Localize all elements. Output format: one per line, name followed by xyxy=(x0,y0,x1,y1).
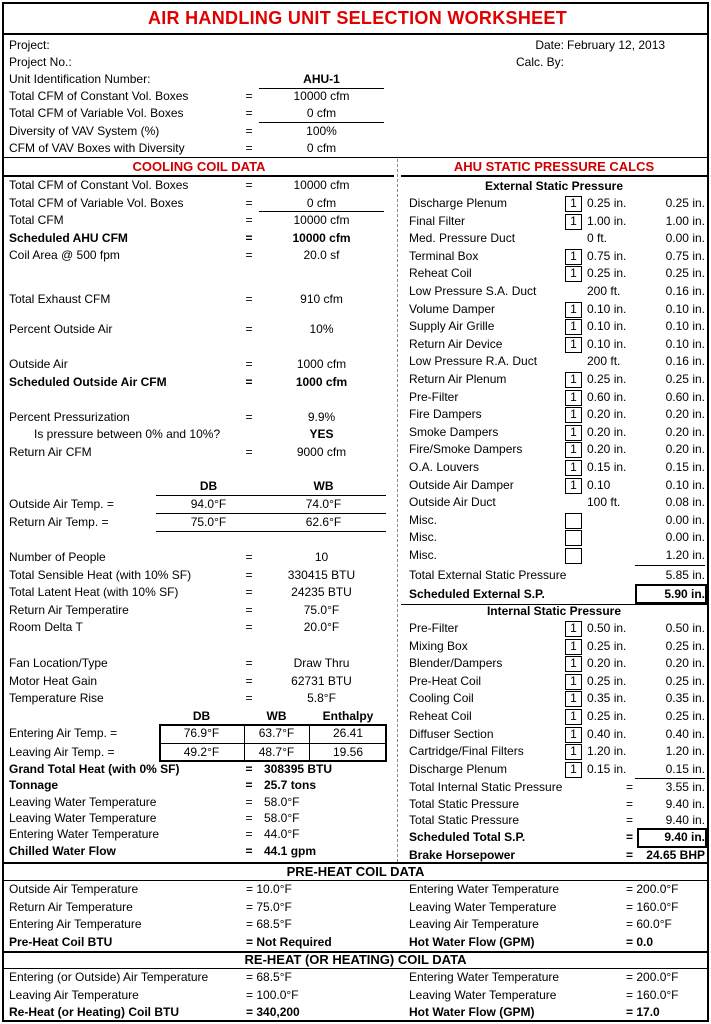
ext-scheduled-value[interactable]: 5.90 in. xyxy=(664,587,705,601)
reheat-right-value[interactable]: = 200.0°F xyxy=(626,970,679,984)
oa-temp-wb[interactable]: 74.0°F xyxy=(305,497,342,511)
preheat-left-label: Pre-Heat Coil BTU xyxy=(9,934,113,949)
reheat-left-value[interactable]: = 340,200 xyxy=(246,1005,300,1020)
sp-row-qty[interactable] xyxy=(565,512,582,529)
reheat-right-label: Hot Water Flow (GPM) xyxy=(409,1005,535,1020)
header-row-equals: = xyxy=(245,123,253,138)
sp-row-total: 0.25 in. xyxy=(665,673,705,688)
reheat-heading: RE-HEAT (OR HEATING) COIL DATA xyxy=(244,952,467,967)
sp-row-qty[interactable]: 1 xyxy=(570,673,577,688)
cooling-row-label: Coil Area @ 500 fpm xyxy=(9,248,120,262)
sp-row-qty[interactable]: 1 xyxy=(570,424,577,439)
sp-row-total: 0.25 in. xyxy=(665,372,705,386)
sp-row-value[interactable]: 0.60 in. xyxy=(587,389,627,404)
sp-row-qty[interactable]: 1 xyxy=(570,248,577,263)
cooling-result-value[interactable]: 58.0°F xyxy=(264,794,300,809)
sp-row-qty[interactable]: 1 xyxy=(570,726,577,741)
cooling-result-value[interactable]: 25.7 tons xyxy=(264,778,317,793)
static-heading-underline xyxy=(401,175,707,177)
leaving-air-label: Leaving Air Temp. = xyxy=(9,745,115,759)
leaving-air-enthalpy[interactable]: 19.56 xyxy=(332,745,364,759)
cooling-row-value[interactable]: 9000 cfm xyxy=(296,445,347,459)
sp-row-total: 0.25 in. xyxy=(665,709,705,723)
db-header: DB xyxy=(199,479,218,493)
brake-horsepower-value[interactable]: 24.65 BHP xyxy=(646,848,705,862)
sp-row-total: 0.10 in. xyxy=(665,319,705,334)
cooling-row-value[interactable]: 910 cfm xyxy=(300,292,343,306)
sp-row-total: 0.50 in. xyxy=(665,621,705,635)
coil-db-header: DB xyxy=(192,709,211,723)
sp-row-label: Med. Pressure Duct xyxy=(409,231,516,246)
reheat-right-label: Entering Water Temperature xyxy=(409,970,560,984)
cooling-row-label: Total Latent Heat (with 10% SF) xyxy=(9,585,179,599)
sp-row-label: Misc. xyxy=(409,548,437,562)
header-row-value[interactable]: 10000 cfm xyxy=(293,89,350,103)
cooling-row-value[interactable]: 5.8°F xyxy=(307,691,336,705)
sp-row-value[interactable]: 0.15 in. xyxy=(587,460,627,474)
cooling-result-label: Leaving Water Temperature xyxy=(9,794,157,809)
sp-row-qty[interactable] xyxy=(565,353,582,370)
reheat-right-value[interactable]: = 17.0 xyxy=(626,1005,660,1020)
sp-row-total: 0.10 in. xyxy=(665,336,705,351)
cooling-row-value[interactable]: 20.0 sf xyxy=(303,248,340,262)
brake-horsepower-label: Brake Horsepower xyxy=(409,848,516,862)
ra-temp-label: Return Air Temp. = xyxy=(9,515,109,529)
sp-row-total: 0.75 in. xyxy=(665,248,705,263)
sp-row-label: Return Air Plenum xyxy=(409,372,507,386)
sp-row-label: Diffuser Section xyxy=(409,726,494,741)
preheat-right-value[interactable]: = 60.0°F xyxy=(626,917,672,932)
sp-row-qty[interactable]: 1 xyxy=(570,196,577,210)
sp-row-qty[interactable]: 1 xyxy=(570,301,577,316)
sp-row-qty[interactable] xyxy=(565,494,582,511)
preheat-left-label: Entering Air Temperature xyxy=(9,917,142,932)
sp-row-total: 1.20 in. xyxy=(665,548,705,562)
sp-row-total: 0.15 in. xyxy=(665,460,705,474)
static-pressure-heading: AHU STATIC PRESSURE CALCS xyxy=(453,159,655,174)
sp-row-total: 0.25 in. xyxy=(665,196,705,210)
cooling-row-equals: = xyxy=(245,248,253,262)
cooling-result-value[interactable]: 44.0°F xyxy=(264,827,300,842)
unit-id-label: Unit Identification Number: xyxy=(9,72,151,86)
cooling-row-equals: = xyxy=(245,602,253,617)
preheat-right-label: Leaving Air Temperature xyxy=(409,917,539,932)
sp-row-total: 0.00 in. xyxy=(665,530,705,545)
cooling-row-label: Total Sensible Heat (with 10% SF) xyxy=(9,567,192,582)
oa-temp-db[interactable]: 94.0°F xyxy=(190,497,227,511)
cooling-result-label: Leaving Water Temperature xyxy=(9,810,157,825)
sp-row-value[interactable]: 0.20 in. xyxy=(587,424,627,439)
sp-row-label: Misc. xyxy=(409,512,437,527)
sp-row-total: 0.25 in. xyxy=(665,638,705,653)
cooling-result-label: Entering Water Temperature xyxy=(9,827,160,842)
sp-row-qty[interactable]: 1 xyxy=(570,460,577,474)
cooling-row-equals: = xyxy=(245,567,253,582)
sp-row-qty[interactable]: 1 xyxy=(570,744,577,759)
worksheet-page xyxy=(2,2,709,1022)
total-sp-1-equals: = xyxy=(625,797,633,811)
sp-row-label: Reheat Coil xyxy=(409,709,472,723)
project-label: Project: xyxy=(9,38,50,52)
cooling-row-equals: = xyxy=(245,620,253,634)
sp-row-value[interactable]: 0.75 in. xyxy=(587,248,627,263)
ext-total-value: 5.85 in. xyxy=(665,568,705,582)
preheat-left-value[interactable]: = 68.5°F xyxy=(246,917,292,932)
cooling-row-label: Room Delta T xyxy=(9,620,83,634)
sp-row-label: Discharge Plenum xyxy=(409,761,508,776)
sp-row-total: 0.60 in. xyxy=(665,389,705,404)
cooling-row-label: Scheduled Outside Air CFM xyxy=(9,375,167,389)
reheat-left-label: Re-Heat (or Heating) Coil BTU xyxy=(9,1005,180,1020)
preheat-right-value[interactable]: = 0.0 xyxy=(626,934,654,949)
sp-row-qty[interactable] xyxy=(565,283,582,300)
cooling-row-equals: = xyxy=(245,230,253,245)
cooling-result-equals: = xyxy=(245,762,253,776)
header-row-label: Total CFM of Constant Vol. Boxes xyxy=(9,89,189,103)
cooling-row-label: Total Exhaust CFM xyxy=(9,292,111,306)
cooling-row-equals: = xyxy=(245,673,253,688)
cooling-result-label: Chilled Water Flow xyxy=(9,843,116,858)
total-sp-2-label: Total Static Pressure xyxy=(409,813,520,827)
cooling-result-equals: = xyxy=(245,778,253,793)
cooling-row-label: Scheduled AHU CFM xyxy=(9,230,128,245)
cooling-result-equals: = xyxy=(245,794,253,809)
sp-row-value[interactable]: 100 ft. xyxy=(587,495,621,510)
sp-row-qty[interactable]: 1 xyxy=(570,477,577,492)
cooling-row-label: Return Air CFM xyxy=(9,445,92,459)
sp-row-qty[interactable]: 1 xyxy=(570,213,577,228)
sp-row-label: Low Pressure R.A. Duct xyxy=(409,354,538,369)
reheat-right-label: Leaving Water Temperature xyxy=(409,987,557,1002)
preheat-left-value[interactable]: = 75.0°F xyxy=(246,899,292,914)
cooling-result-equals: = xyxy=(245,843,253,858)
header-row-equals: = xyxy=(245,106,253,121)
sp-row-label: Mixing Box xyxy=(409,638,468,653)
sp-row-total: 0.00 in. xyxy=(665,512,705,527)
sp-row-total: 0.40 in. xyxy=(665,726,705,741)
sp-row-total: 0.10 in. xyxy=(665,301,705,316)
sp-row-value[interactable]: 0.10 in. xyxy=(587,336,627,351)
preheat-left-value[interactable]: = 10.0°F xyxy=(246,882,292,896)
cooling-row-label: Percent Pressurization xyxy=(9,410,130,424)
total-sp-2-equals: = xyxy=(625,813,633,827)
sp-row-value[interactable]: 0.50 in. xyxy=(587,621,627,635)
cooling-row-label: Temperature Rise xyxy=(9,691,104,705)
sp-row-label: Cartridge/Final Filters xyxy=(409,744,524,759)
preheat-left-value[interactable]: = Not Required xyxy=(246,934,332,949)
sp-row-label: Discharge Plenum xyxy=(409,196,508,210)
cooling-row-equals: = xyxy=(245,195,253,210)
worksheet-title: AIR HANDLING UNIT SELECTION WORKSHEET xyxy=(147,8,568,28)
cooling-row-value[interactable]: 10000 cfm xyxy=(293,178,350,192)
preheat-right-label: Entering Water Temperature xyxy=(409,882,560,896)
sp-row-total: 0.16 in. xyxy=(665,354,705,369)
sp-row-label: Outside Air Damper xyxy=(409,477,514,492)
sp-row-value[interactable]: 0.20 in. xyxy=(587,407,627,422)
entering-air-db[interactable]: 76.9°F xyxy=(183,726,220,740)
sp-row-qty[interactable]: 1 xyxy=(570,709,577,723)
sp-row-qty[interactable]: 1 xyxy=(570,638,577,653)
cooling-row-equals: = xyxy=(245,357,253,371)
reheat-right-value[interactable]: = 160.0°F xyxy=(626,987,679,1002)
sp-row-value[interactable]: 0.25 in. xyxy=(587,266,627,281)
temps-bottom-rule xyxy=(156,531,386,532)
sp-row-label: Final Filter xyxy=(409,213,466,228)
preheat-right-value[interactable]: = 160.0°F xyxy=(626,899,679,914)
cooling-row-equals: = xyxy=(245,375,253,389)
sp-row-value[interactable]: 0.25 in. xyxy=(587,196,627,210)
sp-row-qty[interactable]: 1 xyxy=(570,266,577,281)
total-sp-2-value: 9.40 in. xyxy=(665,813,705,827)
sp-row-total: 0.15 in. xyxy=(665,761,705,776)
cooling-row-label: Outside Air xyxy=(9,357,68,371)
cooling-result-value[interactable]: 44.1 gpm xyxy=(264,843,317,858)
cooling-row-equals: = xyxy=(245,292,253,306)
pressure-question-value[interactable]: YES xyxy=(309,427,334,441)
sp-row-label: Pre-Filter xyxy=(409,389,459,404)
sp-row-value[interactable]: 0.20 in. xyxy=(587,442,627,457)
sp-row-total: 0.16 in. xyxy=(665,284,705,298)
sp-row-total: 0.00 in. xyxy=(665,231,705,246)
cooling-row-equals: = xyxy=(245,322,253,336)
unit-id-value[interactable]: AHU-1 xyxy=(303,72,340,86)
sp-row-qty[interactable]: 1 xyxy=(570,656,577,671)
cooling-result-label: Grand Total Heat (with 0% SF) xyxy=(9,762,180,776)
reheat-left-value[interactable]: = 68.5°F xyxy=(246,970,292,984)
ra-temp-wb[interactable]: 62.6°F xyxy=(305,515,342,529)
sp-row-label: Cooling Coil xyxy=(409,691,474,706)
cooling-result-value[interactable]: 308395 BTU xyxy=(264,762,333,776)
sp-row-label: Pre-Heat Coil xyxy=(409,673,482,688)
sp-row-total: 1.00 in. xyxy=(665,213,705,228)
sp-row-label: Reheat Coil xyxy=(409,266,472,281)
sp-row-qty[interactable]: 1 xyxy=(570,691,577,706)
ra-temp-db[interactable]: 75.0°F xyxy=(190,515,227,529)
cooling-result-label: Tonnage xyxy=(9,778,59,793)
ext-scheduled-label: Scheduled External S.P. xyxy=(409,587,545,601)
cfm-sum-underline xyxy=(259,211,384,212)
reheat-left-label: Entering (or Outside) Air Temperature xyxy=(9,970,209,984)
cooling-row-label: Fan Location/Type xyxy=(9,656,108,670)
cooling-row-value[interactable]: 20.0°F xyxy=(303,620,340,634)
sp-row-value[interactable]: 0.15 in. xyxy=(587,761,627,776)
date-value[interactable]: February 12, 2013 xyxy=(567,38,666,52)
sp-row-label: Pre-Filter xyxy=(409,621,459,635)
calc-by-label: Calc. By: xyxy=(515,55,564,69)
cooling-row-equals: = xyxy=(245,691,253,705)
sp-row-qty[interactable]: 1 xyxy=(570,621,577,635)
sp-row-qty[interactable]: 1 xyxy=(570,319,577,334)
entering-air-label: Entering Air Temp. = xyxy=(9,726,118,740)
sp-row-total: 0.20 in. xyxy=(665,424,705,439)
cooling-row-value[interactable]: 75.0°F xyxy=(303,602,340,617)
pressure-question-label: Is pressure between 0% and 10%? xyxy=(34,427,221,441)
sp-row-value[interactable]: 0.35 in. xyxy=(587,691,627,706)
cooling-row-value[interactable]: Draw Thru xyxy=(293,656,350,670)
oa-temp-label: Outside Air Temp. = xyxy=(9,497,114,511)
cooling-result-equals: = xyxy=(245,810,253,825)
sp-row-label: Blender/Dampers xyxy=(409,656,503,671)
cooling-row-value[interactable]: 10% xyxy=(309,322,334,336)
cooling-row-equals: = xyxy=(245,656,253,670)
sp-row-qty[interactable]: 1 xyxy=(570,407,577,422)
cooling-row-value[interactable]: 10000 cfm xyxy=(292,230,351,245)
sp-row-label: Terminal Box xyxy=(409,248,479,263)
reheat-left-label: Leaving Air Temperature xyxy=(9,987,139,1002)
cooling-row-value[interactable]: 1000 cfm xyxy=(295,375,348,389)
sp-row-value[interactable]: 0.40 in. xyxy=(587,726,627,741)
cooling-row-label: Total CFM of Constant Vol. Boxes xyxy=(9,178,189,192)
total-sp-1-value: 9.40 in. xyxy=(665,797,705,811)
total-sp-1-label: Total Static Pressure xyxy=(409,797,520,811)
cooling-row-label: Total CFM xyxy=(9,213,64,227)
sp-row-label: Outside Air Duct xyxy=(409,495,496,510)
cooling-coil-heading: COOLING COIL DATA xyxy=(132,159,266,174)
sp-row-value[interactable]: 200 ft. xyxy=(587,284,621,298)
cooling-row-label: Percent Outside Air xyxy=(9,322,113,336)
cooling-row-label: Return Air Temperatire xyxy=(9,602,129,617)
cooling-row-value[interactable]: 1000 cfm xyxy=(296,357,347,371)
ext-total-label: Total External Static Pressure xyxy=(409,568,567,582)
sp-row-label: Supply Air Grille xyxy=(409,319,495,334)
sp-row-qty[interactable] xyxy=(565,230,582,247)
cooling-row-equals: = xyxy=(245,445,253,459)
leaving-air-wb[interactable]: 48.7°F xyxy=(258,745,295,759)
sp-row-label: Fire/Smoke Dampers xyxy=(409,442,523,457)
cooling-row-label: Number of People xyxy=(9,550,106,564)
sp-row-value[interactable]: 0.10 in. xyxy=(587,301,627,316)
sp-row-value[interactable]: 1.20 in. xyxy=(587,744,627,759)
reheat-left-value[interactable]: = 100.0°F xyxy=(246,987,299,1002)
leaving-air-db[interactable]: 49.2°F xyxy=(183,745,220,759)
cooling-row-value[interactable]: 0 cfm xyxy=(306,195,337,210)
cooling-row-value[interactable]: 24235 BTU xyxy=(291,585,352,599)
cooling-result-equals: = xyxy=(245,827,253,842)
sp-row-qty[interactable] xyxy=(565,547,582,564)
cooling-result-value[interactable]: 58.0°F xyxy=(264,810,300,825)
title-divider xyxy=(4,33,707,35)
sp-row-label: O.A. Louvers xyxy=(409,460,480,474)
sp-row-qty[interactable]: 1 xyxy=(570,372,577,386)
sp-row-total: 0.20 in. xyxy=(665,442,705,457)
sp-row-total: 0.20 in. xyxy=(665,656,705,671)
scheduled-total-sp-label: Scheduled Total S.P. xyxy=(409,830,526,844)
sp-row-total: 1.20 in. xyxy=(665,744,705,759)
column-divider xyxy=(397,159,398,862)
sp-row-label: Misc. xyxy=(409,530,437,545)
cooling-row-equals: = xyxy=(245,410,253,424)
internal-total-value: 3.55 in. xyxy=(665,780,705,794)
scheduled-total-sp-value[interactable]: 9.40 in. xyxy=(664,830,705,844)
cooling-row-equals: = xyxy=(245,585,253,599)
cooling-row-value[interactable]: 330415 BTU xyxy=(287,567,356,582)
sp-row-value[interactable]: 0.25 in. xyxy=(587,709,627,723)
sp-row-value[interactable]: 0.10 in. xyxy=(587,319,627,334)
preheat-left-label: Return Air Temperature xyxy=(9,899,133,914)
sp-row-qty[interactable]: 1 xyxy=(570,336,577,351)
preheat-left-label: Outside Air Temperature xyxy=(9,882,139,896)
sp-row-label: Smoke Dampers xyxy=(409,424,499,439)
header-row-value[interactable]: 0 cfm xyxy=(306,106,337,121)
wb-header: WB xyxy=(313,479,334,493)
date-label: Date: xyxy=(535,38,564,52)
sp-row-value[interactable]: 0 ft. xyxy=(587,231,608,246)
preheat-heading: PRE-HEAT COIL DATA xyxy=(286,864,425,879)
entering-air-enthalpy[interactable]: 26.41 xyxy=(332,726,364,740)
cooling-row-value[interactable]: 10 xyxy=(314,550,329,564)
header-row-equals: = xyxy=(245,140,253,155)
sp-row-value[interactable]: 0.10 xyxy=(587,477,611,492)
internal-total-label: Total Internal Static Pressure xyxy=(409,780,563,794)
sp-row-value[interactable]: 0.25 in. xyxy=(587,372,627,386)
sp-row-value[interactable]: 0.25 in. xyxy=(587,673,627,688)
cooling-row-value[interactable]: 9.9% xyxy=(307,410,336,424)
ext-sum-underline xyxy=(635,565,705,566)
header-row-equals: = xyxy=(245,89,253,103)
preheat-right-label: Leaving Water Temperature xyxy=(409,899,557,914)
brake-horsepower-equals: = xyxy=(625,848,633,862)
cooling-row-label: Total CFM of Variable Vol. Boxes xyxy=(9,195,184,210)
sp-row-total: 0.08 in. xyxy=(665,495,705,510)
header-row-value[interactable]: 100% xyxy=(306,123,337,138)
sp-row-value[interactable]: 0.20 in. xyxy=(587,656,627,671)
sp-row-value[interactable]: 0.25 in. xyxy=(587,638,627,653)
header-row-value[interactable]: 0 cfm xyxy=(306,140,337,155)
sp-row-qty[interactable]: 1 xyxy=(570,761,577,776)
cooling-row-label: Motor Heat Gain xyxy=(9,673,98,688)
sp-row-label: Fire Dampers xyxy=(409,407,482,422)
sp-row-label: Low Pressure S.A. Duct xyxy=(409,284,537,298)
sp-row-label: Return Air Device xyxy=(409,336,503,351)
sp-row-total: 0.10 in. xyxy=(665,477,705,492)
coil-enthalpy-header: Enthalpy xyxy=(322,709,374,723)
sp-row-value[interactable]: 200 ft. xyxy=(587,354,621,369)
entering-air-wb[interactable]: 63.7°F xyxy=(258,726,295,740)
scheduled-total-sp-equals: = xyxy=(625,830,633,844)
sp-row-qty[interactable]: 1 xyxy=(570,442,577,457)
cooling-row-equals: = xyxy=(245,550,253,564)
cooling-row-value[interactable]: 10000 cfm xyxy=(293,213,350,227)
sp-row-qty[interactable] xyxy=(565,529,582,546)
cooling-row-value[interactable]: 62731 BTU xyxy=(291,673,352,688)
sp-row-total: 0.35 in. xyxy=(665,691,705,706)
header-value-underline xyxy=(259,122,384,123)
external-sp-heading: External Static Pressure xyxy=(484,179,624,193)
header-row-label: Total CFM of Variable Vol. Boxes xyxy=(9,106,184,121)
sp-row-total: 0.20 in. xyxy=(665,407,705,422)
header-row-label: CFM of VAV Boxes with Diversity xyxy=(9,140,185,155)
preheat-right-value[interactable]: = 200.0°F xyxy=(626,882,679,896)
sp-row-label: Volume Damper xyxy=(409,301,496,316)
sp-row-value[interactable]: 1.00 in. xyxy=(587,213,627,228)
internal-sp-heading: Internal Static Pressure xyxy=(486,604,622,618)
coil-wb-header: WB xyxy=(266,709,287,723)
sp-row-qty[interactable]: 1 xyxy=(570,389,577,404)
cooling-row-equals: = xyxy=(245,178,253,192)
sp-row-total: 0.25 in. xyxy=(665,266,705,281)
preheat-right-label: Hot Water Flow (GPM) xyxy=(409,934,535,949)
internal-total-equals: = xyxy=(625,780,633,794)
project-no-label: Project No.: xyxy=(9,55,72,69)
cooling-row-equals: = xyxy=(245,213,253,227)
header-row-label: Diversity of VAV System (%) xyxy=(9,123,160,138)
